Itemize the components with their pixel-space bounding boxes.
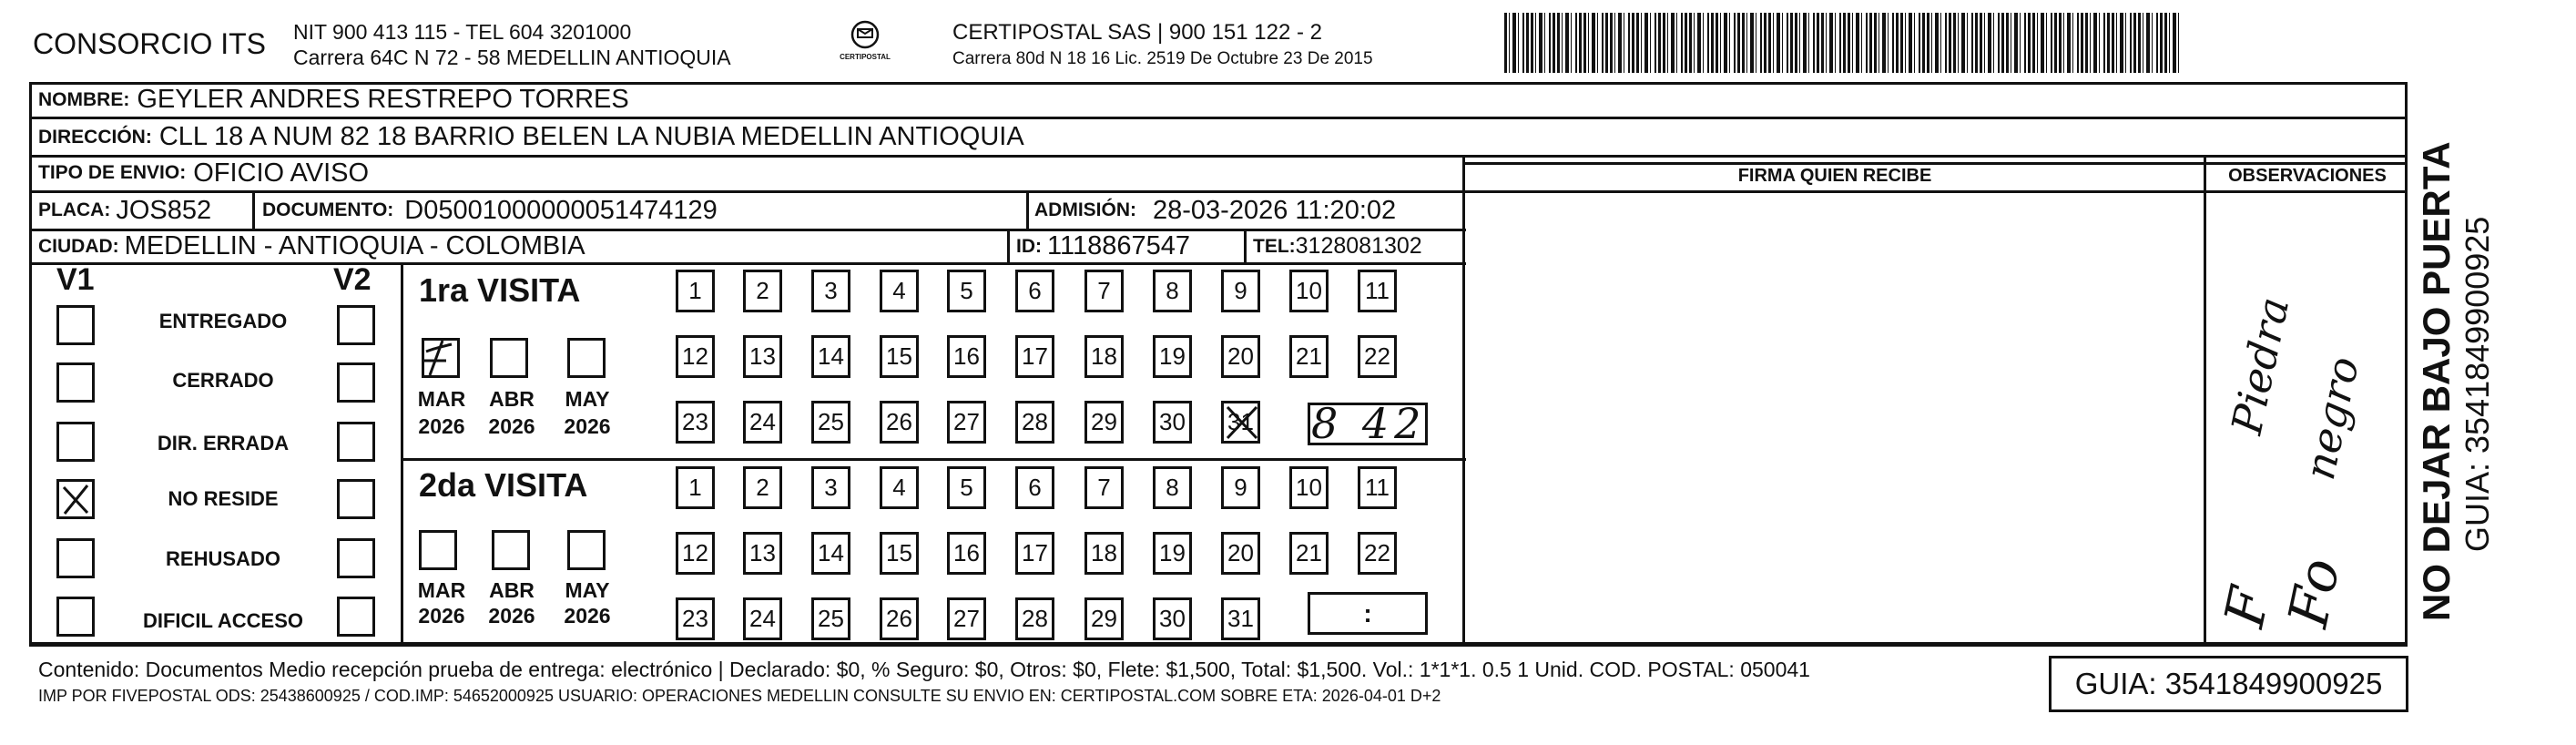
first-day-box[interactable]: 23 [676, 401, 715, 444]
barcode [1504, 13, 2183, 73]
second-day-box[interactable]: 25 [811, 597, 850, 640]
second-month-mar: MAR [417, 578, 466, 602]
option-cerrado: CERRADO [172, 369, 274, 392]
v2-checkbox-entregado[interactable] [337, 305, 375, 345]
v1-checkbox-entregado[interactable] [56, 305, 95, 345]
second-day-box[interactable]: 24 [743, 597, 782, 640]
ciudad-value: MEDELLIN - ANTIOQUIA - COLOMBIA [124, 231, 585, 260]
observation-handwriting-1: Piedra [2222, 292, 2299, 439]
footer-guia: GUIA: 3541849900925 [2074, 667, 2383, 700]
v1-checkbox-dir-errada[interactable] [56, 422, 95, 462]
second-month-abr: ABR [489, 578, 535, 602]
nombre-row [38, 83, 629, 117]
first-day-box[interactable]: 28 [1015, 401, 1054, 444]
first-day-box[interactable]: 3 [811, 270, 850, 312]
first-day-box[interactable]: 30 [1153, 401, 1192, 444]
first-day-box[interactable]: 12 [676, 335, 715, 378]
company-name: CONSORCIO ITS [33, 27, 267, 60]
first-visit-time-handwritten: 8 42 [1311, 399, 1427, 448]
placa-label: PLACA: [38, 199, 111, 220]
second-day-box[interactable]: 12 [676, 532, 715, 575]
second-day-box[interactable]: 11 [1358, 466, 1397, 509]
first-day-box[interactable]: 29 [1084, 401, 1124, 444]
second-day-box[interactable]: 28 [1015, 597, 1054, 640]
first-visit-may-box[interactable] [567, 338, 606, 378]
tipo-value: OFICIO AVISO [193, 158, 370, 188]
first-day-box[interactable]: 31 [1221, 401, 1260, 444]
first-visit-abr-box[interactable] [490, 338, 528, 378]
ciudad-cell [38, 230, 585, 262]
tel-label: TEL: [1253, 235, 1296, 257]
tipo-row [38, 156, 369, 190]
second-year-mar: 2026 [418, 604, 465, 628]
option-dificil-acceso: DIFICIL ACCESO [142, 609, 303, 632]
second-visit-title: 2da VISITA [419, 466, 588, 504]
ciudad-label: CIUDAD: [38, 235, 119, 257]
id-value: 1118867547 [1047, 231, 1190, 260]
first-day-box[interactable]: 9 [1221, 270, 1260, 312]
second-day-box[interactable]: 1 [676, 466, 715, 509]
second-day-box[interactable]: 22 [1358, 532, 1397, 575]
v1-checkbox-cerrado[interactable] [56, 362, 95, 403]
option-rehusado: REHUSADO [166, 547, 280, 570]
company-nit: NIT 900 413 115 - TEL 604 3201000 [293, 20, 632, 44]
v1-checkbox-dificil-acceso[interactable] [56, 597, 95, 637]
second-day-box[interactable]: 16 [947, 532, 986, 575]
first-day-box[interactable]: 25 [811, 401, 850, 444]
first-day-box[interactable]: 14 [811, 335, 850, 378]
admision-value: 28-03-2026 11:20:02 [1153, 195, 1397, 225]
second-day-box[interactable]: 27 [947, 597, 986, 640]
second-day-box[interactable]: 29 [1084, 597, 1124, 640]
direccion-label: DIRECCIÓN: [38, 126, 152, 148]
id-label: ID: [1016, 235, 1042, 257]
first-visit-mar-box[interactable] [422, 338, 460, 378]
second-day-box[interactable]: 18 [1084, 532, 1124, 575]
tel-value: 3128081302 [1295, 233, 1422, 259]
side-notice: NO DEJAR BAJO PUERTA [2415, 141, 2458, 621]
second-day-box[interactable]: 30 [1153, 597, 1192, 640]
second-day-box[interactable]: 3 [811, 466, 850, 509]
first-day-box[interactable]: 2 [743, 270, 782, 312]
second-day-box[interactable]: 9 [1221, 466, 1260, 509]
second-year-abr: 2026 [488, 604, 535, 628]
footer-imp: IMP POR FIVEPOSTAL ODS: 25438600925 / COD.IMP: 54652000925 USUARIO: OPERACIONES MEDELLIN CONSULTE SU ENVIO EN: CERTIPOSTAL.COM SOBRE ETA: 2026-04-01 D+2 [38, 687, 1441, 705]
v2-checkbox-dir-errada[interactable] [337, 422, 375, 462]
carrier-address: Carrera 80d N 18 16 Lic. 2519 De Octubre 23 De 2015 [952, 49, 1373, 68]
second-year-may: 2026 [564, 604, 611, 628]
first-day-box[interactable]: 10 [1289, 270, 1329, 312]
documento-cell [262, 192, 718, 229]
logo-text: CERTIPOSTAL [840, 53, 891, 61]
first-day-box[interactable]: 7 [1084, 270, 1124, 312]
carrier-name: CERTIPOSTAL SAS | 900 151 122 - 2 [952, 20, 1322, 45]
admision-label: ADMISIÓN: [1034, 199, 1136, 220]
second-day-box[interactable]: 10 [1289, 466, 1329, 509]
first-day-box[interactable]: 27 [947, 401, 986, 444]
first-year-abr: 2026 [488, 414, 535, 438]
first-day-box[interactable]: 21 [1289, 335, 1329, 378]
second-visit-may-box[interactable] [567, 530, 606, 570]
observation-handwriting-2: negro [2295, 352, 2369, 485]
second-day-box[interactable]: 31 [1221, 597, 1260, 640]
first-day-box[interactable]: 16 [947, 335, 986, 378]
footer-contenido: Contenido: Documentos Medio recepción prueba de entrega: electrónico | Declarado: $0, % Seguro: $0, Otros: $0, Flete: $1,500, Total: $1,500. Vol.: 1*1*1. 0.5 1 Unid. COD. POSTAL: 050041 [38, 658, 1810, 681]
nombre-label: NOMBRE: [38, 88, 130, 110]
v1-checkbox-rehusado[interactable] [56, 538, 95, 578]
second-day-box[interactable]: 2 [743, 466, 782, 509]
second-visit-time-box[interactable] [1308, 592, 1428, 635]
second-day-box[interactable]: 6 [1015, 466, 1054, 509]
second-day-box[interactable]: 14 [811, 532, 850, 575]
second-day-box[interactable]: 20 [1221, 532, 1260, 575]
v2-label: V2 [333, 262, 372, 297]
option-no-reside: NO RESIDE [168, 487, 279, 510]
side-guia: GUIA: 3541849900925 [2459, 216, 2496, 552]
placa-cell [38, 192, 211, 229]
first-day-box[interactable]: 19 [1153, 335, 1192, 378]
day-check-mark [1224, 403, 1260, 442]
first-day-box[interactable]: 8 [1153, 270, 1192, 312]
v2-checkbox-no-reside[interactable] [337, 479, 375, 519]
signature-handwriting-2: Fo [2276, 553, 2353, 633]
direccion-row [38, 119, 1024, 155]
v1-checkbox-no-reside[interactable] [56, 479, 95, 519]
company-address: Carrera 64C N 72 - 58 MEDELLIN ANTIOQUIA [293, 46, 731, 69]
first-day-box[interactable]: 1 [676, 270, 715, 312]
v2-checkbox-cerrado[interactable] [337, 362, 375, 403]
second-day-box[interactable]: 19 [1153, 532, 1192, 575]
v1-label: V1 [56, 262, 95, 297]
second-day-box[interactable]: 26 [880, 597, 919, 640]
second-day-box[interactable]: 17 [1015, 532, 1054, 575]
first-day-box[interactable]: 5 [947, 270, 986, 312]
first-day-box[interactable]: 6 [1015, 270, 1054, 312]
second-visit-abr-box[interactable] [492, 530, 530, 570]
id-cell [1016, 230, 1190, 262]
second-day-box[interactable]: 21 [1289, 532, 1329, 575]
first-month-abr: ABR [489, 387, 535, 411]
first-month-mar: MAR [417, 387, 466, 411]
admision-cell [1034, 192, 1396, 229]
tipo-label: TIPO DE ENVIO: [38, 162, 187, 183]
v2-checkbox-dificil-acceso[interactable] [337, 597, 375, 637]
first-visit-title: 1ra VISITA [419, 271, 581, 309]
firma-label: FIRMA QUIEN RECIBE [1737, 166, 1932, 186]
documento-label: DOCUMENTO: [262, 199, 394, 220]
second-day-box[interactable]: 7 [1084, 466, 1124, 509]
first-day-box[interactable]: 17 [1015, 335, 1054, 378]
first-day-box[interactable]: 26 [880, 401, 919, 444]
v2-checkbox-rehusado[interactable] [337, 538, 375, 578]
placa-value: JOS852 [116, 195, 212, 225]
direccion-value: CLL 18 A NUM 82 18 BARRIO BELEN LA NUBIA MEDELLIN ANTIOQUIA [158, 122, 1024, 151]
observaciones-label: OBSERVACIONES [2228, 166, 2387, 186]
second-day-box[interactable]: 15 [880, 532, 919, 575]
second-day-box[interactable]: 23 [676, 597, 715, 640]
first-day-box[interactable]: 11 [1358, 270, 1397, 312]
first-day-box[interactable]: 20 [1221, 335, 1260, 378]
second-day-box[interactable]: 4 [880, 466, 919, 509]
signature-handwriting-1: F [2213, 582, 2284, 633]
second-day-box[interactable]: 8 [1153, 466, 1192, 509]
option-entregado: ENTREGADO [158, 310, 288, 332]
nombre-value: GEYLER ANDRES RESTREPO TORRES [137, 85, 629, 114]
tel-cell [1253, 230, 1422, 262]
first-day-box[interactable]: 15 [880, 335, 919, 378]
first-day-box[interactable]: 24 [743, 401, 782, 444]
first-year-may: 2026 [564, 414, 611, 438]
second-day-box[interactable]: 5 [947, 466, 986, 509]
certipostal-logo [833, 18, 897, 66]
option-dir-errada: DIR. ERRADA [157, 432, 290, 454]
first-year-mar: 2026 [418, 414, 465, 438]
first-day-box[interactable]: 18 [1084, 335, 1124, 378]
first-day-box[interactable]: 13 [743, 335, 782, 378]
documento-value: D05001000000051474129 [404, 195, 718, 225]
second-month-may: MAY [565, 578, 610, 602]
first-month-may: MAY [565, 387, 610, 411]
second-day-box[interactable]: 13 [743, 532, 782, 575]
first-day-box[interactable]: 22 [1358, 335, 1397, 378]
footer-guia-box [2049, 656, 2408, 712]
second-visit-mar-box[interactable] [419, 530, 457, 570]
first-day-box[interactable]: 4 [880, 270, 919, 312]
second-visit-time-separator: : [1363, 598, 1372, 628]
